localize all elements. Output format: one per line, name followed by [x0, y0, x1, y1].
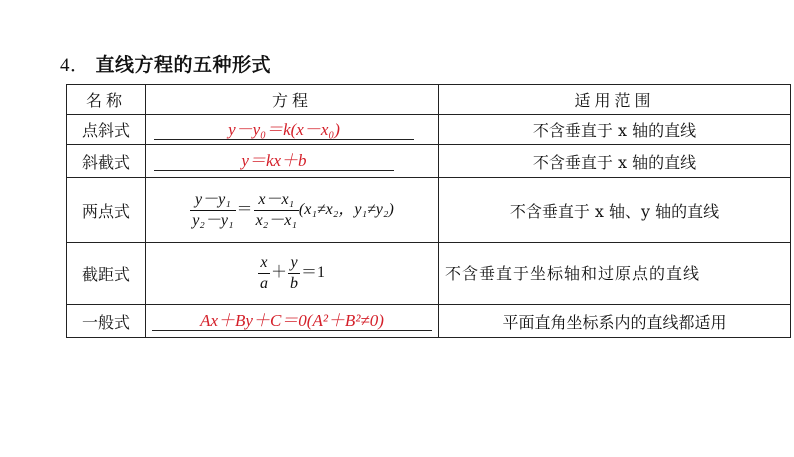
answer-blank: Ax＋By＋C＝0(A²＋B²≠0) [152, 311, 432, 331]
fraction-y-over-b [288, 253, 300, 294]
fraction-numerator: x [258, 253, 270, 274]
equation-cell [146, 305, 439, 338]
range-cell: 不含垂直于 x 轴的直线 [439, 145, 791, 178]
equation-cell [146, 243, 439, 305]
section-number: 4． [60, 55, 90, 76]
table-row [67, 305, 791, 338]
header-range: 适用范围 [439, 85, 791, 115]
form-name: 点斜式 [67, 115, 146, 145]
fraction-numerator: y－y₁ [190, 190, 235, 211]
fraction-denominator: x₂－x₁ [255, 211, 297, 229]
line-forms-table [66, 84, 791, 338]
fraction-y [190, 190, 235, 231]
fraction-denominator: y₂－y₁ [192, 211, 234, 229]
header-equation: 方程 [146, 85, 439, 115]
range-cell: 不含垂直于 x 轴、y 轴的直线 [439, 178, 791, 243]
table-header-row [67, 85, 791, 115]
fraction-x [254, 190, 299, 231]
answer-blank: y－y₀＝k(x－x₀) [154, 120, 414, 140]
equation-condition: (x₁≠x₂，y₁≠y₂) [298, 200, 394, 218]
header-name: 名称 [67, 85, 146, 115]
range-cell: 平面直角坐标系内的直线都适用 [439, 305, 791, 338]
table-row [67, 115, 791, 145]
equals-one: ＝1 [301, 264, 326, 282]
table-row [67, 178, 791, 243]
two-point-equation [190, 190, 394, 229]
form-name: 一般式 [67, 305, 146, 338]
form-name: 斜截式 [67, 145, 146, 178]
table-row [67, 145, 791, 178]
range-cell: 不含垂直于 x 轴的直线 [439, 115, 791, 145]
intercept-equation [258, 254, 326, 292]
table-row [67, 243, 791, 305]
fraction-denominator: b [290, 275, 298, 292]
equation-cell [146, 115, 439, 145]
answer-blank: y＝kx＋b [154, 151, 394, 171]
plus-sign: ＋ [270, 264, 287, 282]
section-title: 直线方程的五种形式 [95, 54, 272, 76]
form-name: 两点式 [67, 178, 146, 243]
equation-cell [146, 178, 439, 243]
equation-cell [146, 145, 439, 178]
fraction-denominator: a [259, 275, 268, 292]
fraction-numerator: y [288, 253, 300, 274]
equals-sign: ＝ [236, 200, 253, 218]
section-heading [60, 50, 271, 77]
fraction-numerator: x－x₁ [254, 190, 299, 211]
fraction-x-over-a [258, 253, 270, 294]
form-name: 截距式 [67, 243, 146, 305]
range-cell: 不含垂直于坐标轴和过原点的直线 [439, 243, 791, 305]
